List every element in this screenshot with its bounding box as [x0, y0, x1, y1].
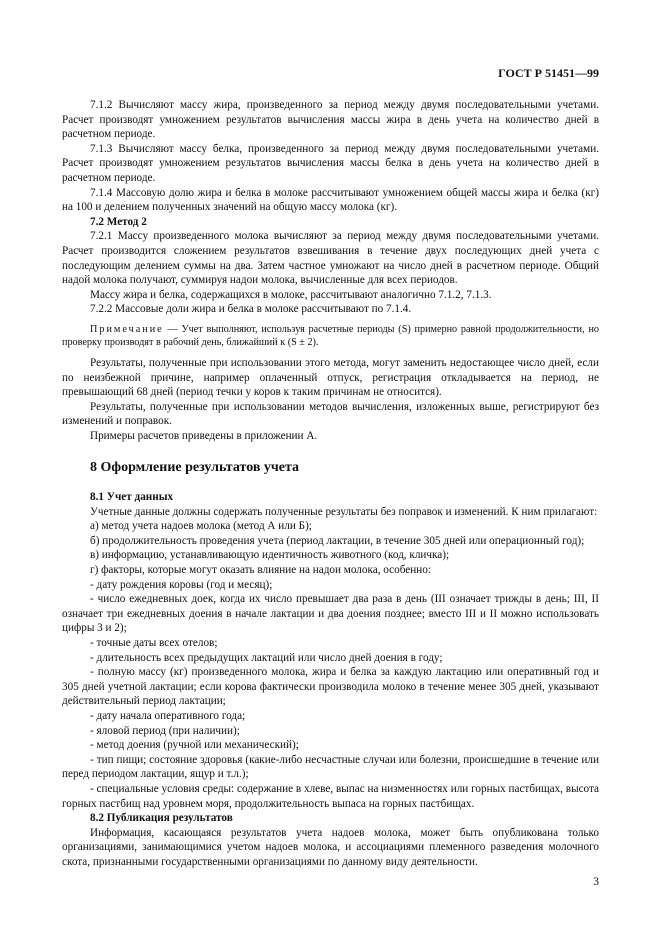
heading-8-1: 8.1 Учет данных: [90, 491, 174, 504]
list-item: в) информацию, устанавливающую идентичность животного (код, кличка);: [90, 549, 450, 562]
note: [62, 323, 599, 350]
note-label: Примечание: [90, 323, 164, 335]
list-item: - дату рождения коровы (год и месяц);: [90, 578, 273, 591]
paragraph-7-2-1: 7.2.1 Массу произведенного молока вычисляют за период между двумя последовательными учетами. Расчет производится сложением результатов взвешивания в течение двух последующих дней учета с последующим делением суммы на два. Затем частное умножают на число дней в расчетном периоде. Общий надой молока получают, суммируя надои молока, вычисленные для всех периодов.: [62, 230, 599, 287]
heading-7-2: 7.2 Метод 2: [90, 215, 147, 228]
list-item: - специальные условия среды: содержание в хлеве, выпас на низменностях или горных пастбищах, высота горных пастбищ над уровнем моря, продолжительность выпаса на горных пастбищах.: [62, 782, 599, 810]
paragraph-7-1-3: 7.1.3 Вычисляют массу белка, произведенного за период между двумя последовательными учетами. Расчет производят умножением результатов вычисления массы белка в день учета на количество дней в расчетном периоде.: [62, 142, 599, 184]
paragraph-examples: Примеры расчетов приведены в приложении А.: [90, 429, 318, 442]
paragraph-8-1: Учетные данные должны содержать полученные результаты без поправок и изменений. К ним прилагают:: [90, 505, 598, 518]
list-item: - метод доения (ручной или механический);: [90, 739, 299, 752]
page-content: [62, 98, 599, 870]
paragraph-7-2-2: 7.2.2 Массовые доли жира и белка в молоке рассчитывают по 7.1.4.: [90, 303, 412, 316]
page-number: 3: [593, 876, 599, 888]
list-item: - тип пищи; состояние здоровья (какие-либо несчастные случаи или болезни, происшедшие в течение или перед периодом лактации, ящур и т.л.);: [62, 753, 599, 781]
list-item: - полную массу (кг) произведенного молока, жира и белка за каждую лактацию или оперативный год и 305 дней учетной лактации; если корова фактически производила молоко в течение менее 305 дней, указывают действительный период лактации;: [62, 666, 599, 708]
paragraph-7-1-4: 7.1.4 Массовую долю жира и белка в молоке рассчитывают умножением общей массы жира и белка (кг) на 100 и делением полученных значений на общую массу молока (кг).: [62, 186, 599, 214]
list-item: г) факторы, которые могут оказать влияние на надои молока, особенно:: [90, 564, 431, 577]
section-8-heading: 8 Оформление результатов учета: [90, 460, 300, 476]
paragraph-fat-protein: Массу жира и белка, содержащихся в молоке, рассчитывают аналогично 7.1.2, 7.1.3.: [90, 288, 492, 301]
list-item: - точные даты всех отелов;: [90, 637, 218, 649]
list-item: б) продолжительность проведения учета (период лактации, в течение 305 дней или операционный год);: [90, 534, 585, 547]
paragraph-8-2: Информация, касающаяся результатов учета надоев молока, может быть опубликована только организациями, занимающимися учетом надоев молока, и ассоциациями племенного разведения молочного скота, признанными государственными организациями по данному виду деятельности.: [62, 826, 599, 868]
note-text: — Учет выполняют, используя расчетные периоды (S) примерно равной продолжительности, но проверку производят в рабочий день, ближайший к (S ± 2).: [62, 323, 599, 349]
list-item: - дату начала оперативного года;: [90, 709, 246, 722]
list-item: - яловой период (при наличии);: [90, 724, 240, 737]
list-item: а) метод учета надоев молока (метод А или Б);: [90, 520, 312, 533]
paragraph-results-replace: Результаты, полученные при использовании этого метода, могут заменить недостающее число дней, если по неизбежной причине, например оплаченный отпуск, регистрация откладывается на период, не превышающий 68 дней (период течки у коров к таким причинам не относится).: [62, 356, 599, 399]
paragraph-7-1-2: 7.1.2 Вычисляют массу жира, произведенного за период между двумя последовательными учетами. Расчет производят умножением результатов вычисления массы жира в день учета на количество дней в расчетном периоде.: [62, 99, 599, 141]
heading-8-2: 8.2 Публикация результатов: [90, 812, 233, 825]
list-item: - длительность всех предыдущих лактаций или число дней доения в году;: [90, 651, 443, 664]
standard-header: ГОСТ Р 51451—99: [498, 66, 599, 80]
list-item: - число ежедневных доек, когда их число превышает два раза в день (III означает трижды в день; III, II означает три ежедневных доения в начале лактации и два доения позднее; вместо III и II можно использовать цифры 3 и 2);: [62, 593, 599, 635]
paragraph-results-register: Результаты, полученные при использовании методов вычисления, изложенных выше, регистрируют без изменений и поправок.: [62, 400, 599, 428]
